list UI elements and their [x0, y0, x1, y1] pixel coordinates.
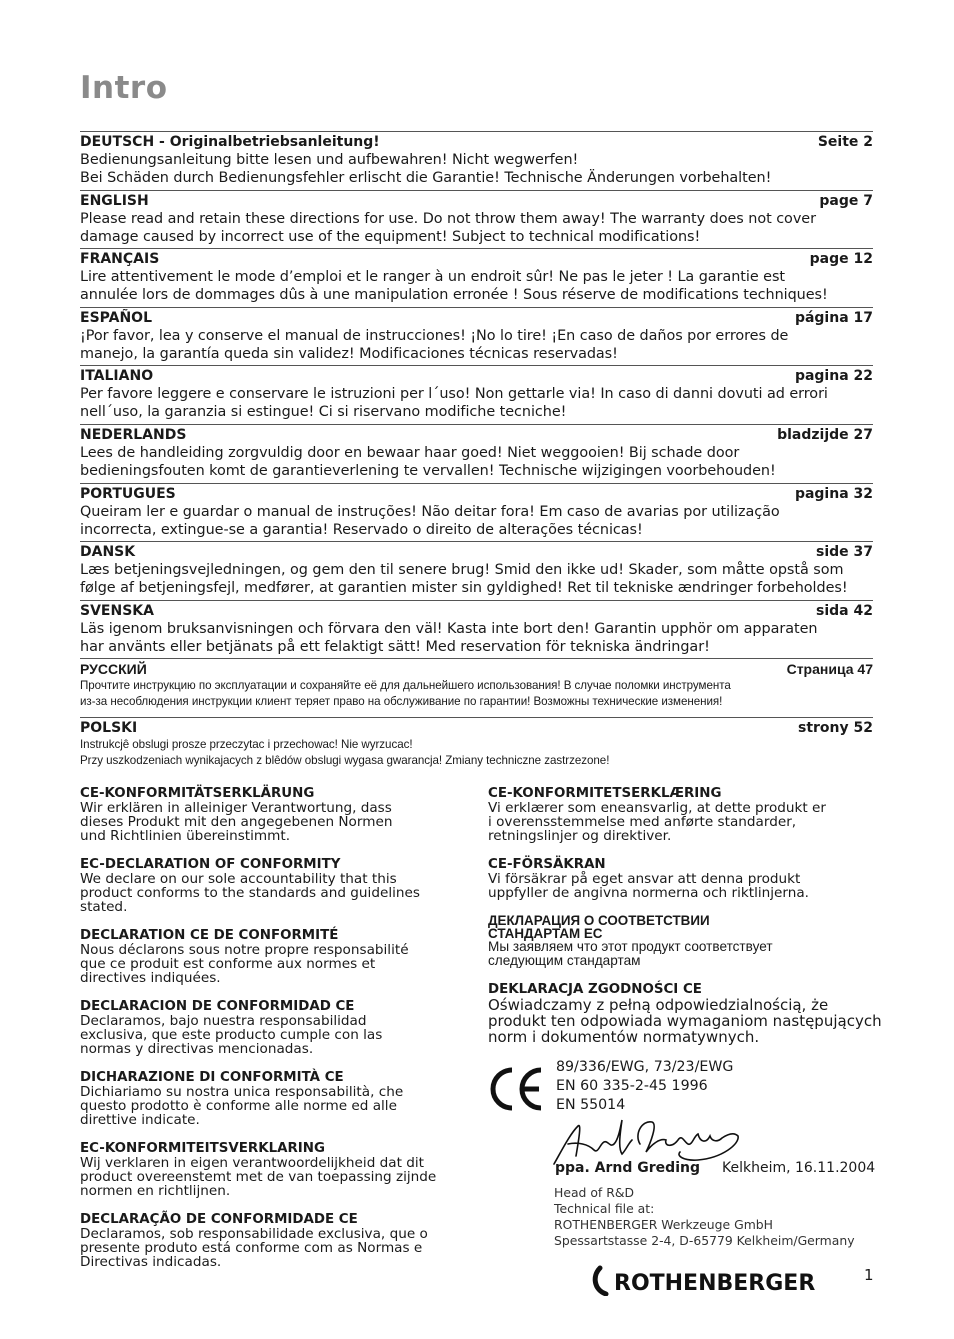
declaration-title: DEKLARACJA ZGODNOŚCI CE: [488, 982, 702, 997]
declaration-de: [80, 786, 470, 843]
declaration-ru: [488, 914, 888, 968]
language-name: ITALIANO: [80, 368, 154, 385]
norm-line: 89/336/EWG, 73/23/EWG: [556, 1059, 734, 1075]
norm-list: [556, 1058, 733, 1115]
language-text-line: manejo, la garantía queda sin validez! Modificaciones técnicas reservadas!: [80, 345, 618, 362]
language-block-fr: [80, 248, 873, 307]
language-block-nl: [80, 424, 873, 483]
language-text-line: Lire attentivement le mode d’emploi et le ranger à un endroit sûr! Ne pas le jeter ! La garantie est: [80, 269, 785, 286]
declaration-nl: [80, 1141, 470, 1198]
declaration-sv: [488, 857, 888, 900]
declaration-title: DECLARAÇÃO DE CONFORMIDADE CE: [80, 1212, 358, 1227]
language-text-line: nell´uso, la garanzia si estingue! Ci si riservano modifiche tecniche!: [80, 404, 567, 421]
declaration-title: ДЕКЛАРАЦИЯ О СООТВЕТСТВИИ СТАНДАРТАМ ЕС: [488, 913, 710, 941]
page-reference: side 37: [815, 544, 873, 561]
language-text-line: annulée lors de dommages dûs à une manipulation erronée ! Sous réserve de modifications techniques!: [80, 287, 828, 304]
page-reference: sida 42: [816, 602, 873, 619]
signature-line: [555, 1160, 875, 1176]
logo-text: ROTHENBERGER: [614, 1271, 816, 1296]
language-text-line: Lees de handleiding zorgvuldig door en bewaar haar goed! Niet weggooien! Bij schade door: [80, 444, 740, 461]
language-text-line: har använts eller betjänats på ett felaktigt sätt! Med reservation för tekniska ändringar!: [80, 638, 710, 655]
page-reference: page 12: [809, 251, 873, 268]
language-block-it: [80, 365, 873, 424]
declaration-title: EC-KONFORMITEITSVERKLARING: [80, 1141, 325, 1156]
language-block-pl: [80, 717, 873, 773]
language-block-ru: [80, 658, 873, 717]
declaration-title: DICHARAZIONE DI CONFORMITÀ CE: [80, 1070, 344, 1085]
declaration-title: DECLARACION DE CONFORMIDAD CE: [80, 999, 355, 1014]
language-block-en: [80, 190, 873, 249]
language-block-es: [80, 307, 873, 366]
language-text-line: ¡Por favor, lea y conserve el manual de instrucciones! ¡No lo tire! ¡En caso de daños por errores de: [80, 327, 789, 344]
language-text-line: Læs betjeningsvejledningen, og gem den til senere brug! Smid den ikke ud! Skader, som måtte opstå som: [80, 562, 844, 579]
language-text-line: Instrukcjê obslugi prosze przeczytac i przechowac! Nie wyrzucac!: [80, 737, 413, 751]
declaration-pl: [488, 982, 888, 1045]
page-reference: bladzijde 27: [777, 426, 873, 443]
language-name: РУССКИЙ: [80, 661, 147, 678]
ce-mark-icon: [486, 1064, 544, 1114]
declarations-left-column: [80, 786, 470, 1283]
declaration-title: DECLARATION CE DE CONFORMITÉ: [80, 928, 339, 943]
norm-line: EN 55014: [556, 1097, 626, 1113]
declaration-text: Wir erklären in alleiniger Verantwortung, dass dieses Produkt mit den angegebenen Normen und Richtlinien übereinstimmt.: [80, 800, 393, 844]
language-text-line: Bei Schäden durch Bedienungsfehler erlischt die Garantie! Technische Änderungen vorbehalten!: [80, 170, 772, 186]
language-text-line: из-за несоблюдения инструкции клиент теряет право на обслуживание по гарантии! Возможны технические изменения!: [80, 695, 723, 709]
language-name: FRANÇAIS: [80, 251, 160, 268]
language-text-line: Queiram ler e guardar o manual de instruções! Não deitar fora! Em caso de avarias por utilização: [80, 503, 780, 520]
signer-name: ppa. Arnd Greding: [555, 1160, 700, 1176]
language-block-da: [80, 541, 873, 600]
language-text-line: Per favore leggere e conservare le istruzioni per l´uso! Non gettarle via! In caso di danni dovuti ad errori: [80, 386, 828, 403]
declaration-title: CE-FÖRSÄKRAN: [488, 857, 606, 872]
language-name: POLSKI: [80, 719, 138, 736]
language-name: DEUTSCH - Originalbetriebsanleitung!: [80, 134, 380, 150]
language-text-line: Läs igenom bruksanvisningen och förvara den väl! Kasta inte bort den! Garantin upphör om apparaten: [80, 620, 818, 637]
language-text-line: Przy uszkodzeniach wynikajacych z blêdów obslugi wygasa gwarancja! Zmiany techniczne zastrzezone!: [80, 753, 610, 767]
company-address: Head of R&D Technical file at: ROTHENBERGER Werkzeuge GmbH Spessartstasse 2-4, D-65779 Kelkheim/Germany: [554, 1185, 855, 1248]
declaration-text: Declaramos, bajo nuestra responsabilidad exclusiva, que este producto cumple con las normas y directivas mencionadas.: [80, 1013, 383, 1057]
language-name: DANSK: [80, 544, 136, 561]
language-name: ESPAÑOL: [80, 309, 152, 326]
language-block-pt: [80, 483, 873, 542]
declaration-text: Oświadczamy z pełną odpowiedzialnością, że produkt ten odpowiada wymaganiom następujących norm i dokumentów normatywnych.: [488, 996, 882, 1046]
declaration-it: [80, 1070, 470, 1127]
declaration-es: [80, 999, 470, 1056]
language-block-sv: [80, 600, 873, 659]
declaration-text: Nous déclarons sous notre propre responsabilité que ce produit est conforme aux normes et directives indiquées.: [80, 942, 409, 986]
language-text-line: Please read and retain these directions for use. Do not throw them away! The warranty does not cover: [80, 210, 816, 227]
page-reference: page 7: [819, 192, 873, 209]
page-reference: pagina 22: [794, 368, 873, 385]
declarations-right-column: [488, 786, 888, 1059]
page-title: Intro: [80, 70, 168, 106]
declaration-pt: [80, 1212, 470, 1269]
declaration-text: Vi försäkrar på eget ansvar att denna produkt uppfyller de angivna normerna och riktlinjerna.: [488, 871, 809, 901]
rothenberger-logo: [590, 1264, 822, 1296]
norms-block: [486, 1058, 733, 1115]
page-reference: pagina 32: [794, 485, 873, 502]
language-name: ENGLISH: [80, 192, 149, 209]
language-text-line: følge af betjeningsfejl, medfører, at garantien mister sin gyldighed! Ret til tekniske ændringer forbeholdes!: [80, 580, 848, 597]
page-reference: página 17: [794, 309, 873, 326]
language-name: SVENSKA: [80, 602, 154, 619]
language-text-line: Bedienungsanleitung bitte lesen und aufbewahren! Nicht wegwerfen!: [80, 152, 579, 168]
declaration-text: Мы заявляем что этот продукт соответствует следующим стандартам: [488, 939, 773, 968]
declaration-text: We declare on our sole accountability that this product conforms to the standards and guidelines stated.: [80, 871, 420, 915]
declaration-en: [80, 857, 470, 914]
page-reference: strony 52: [798, 719, 873, 736]
declaration-title: CE-KONFORMITÄTSERKLÄRUNG: [80, 786, 315, 801]
language-text-line: incorrecta, extingue-se a garantia! Reservado o direito de alterações técnicas!: [80, 521, 643, 538]
norm-line: EN 60 335-2-45 1996: [556, 1078, 708, 1094]
declaration-da: [488, 786, 888, 843]
language-name: NEDERLANDS: [80, 426, 187, 443]
language-list: [80, 131, 873, 773]
declaration-text: Dichiariamo su nostra unica responsabilità, che questo prodotto è conforme alle norme ed alle direttive indicate.: [80, 1084, 404, 1128]
declaration-title: CE-KONFORMITETSERKLÆRING: [488, 786, 722, 801]
declaration-text: Wij verklaren in eigen verantwoordelijkheid dat dit product overeenstemt met de van toepassing zijnde normen en richtlijnen.: [80, 1155, 437, 1199]
language-block-de: [80, 131, 873, 190]
declaration-title: EC-DECLARATION OF CONFORMITY: [80, 857, 341, 872]
language-text-line: Прочтите инструкцию по эксплуатации и сохраняйте её для дальнейшего использования! В случае поломки инструмента: [80, 679, 731, 693]
declaration-text: Vi erklærer som eneansvarlig, at dette produkt er i overensstemmelse med anførte standarder, retningslinjer og direktiver.: [488, 800, 827, 844]
place-date: Kelkheim, 16.11.2004: [721, 1160, 876, 1176]
language-text-line: damage caused by incorrect use of the equipment! Subject to technical modifications!: [80, 228, 701, 245]
page-number: 1: [864, 1266, 874, 1284]
page-reference: Seite 2: [817, 134, 873, 150]
page-reference: Страница 47: [786, 661, 873, 678]
language-text-line: bedieningsfouten komt de garantieverlening te vervallen! Technische wijzigingen voorbehouden!: [80, 462, 776, 479]
declaration-text: Declaramos, sob responsabilidade exclusiva, que o presente produto está conforme com as Normas e Directivas indicadas.: [80, 1226, 428, 1270]
language-name: PORTUGUES: [80, 485, 176, 502]
declaration-fr: [80, 928, 470, 985]
